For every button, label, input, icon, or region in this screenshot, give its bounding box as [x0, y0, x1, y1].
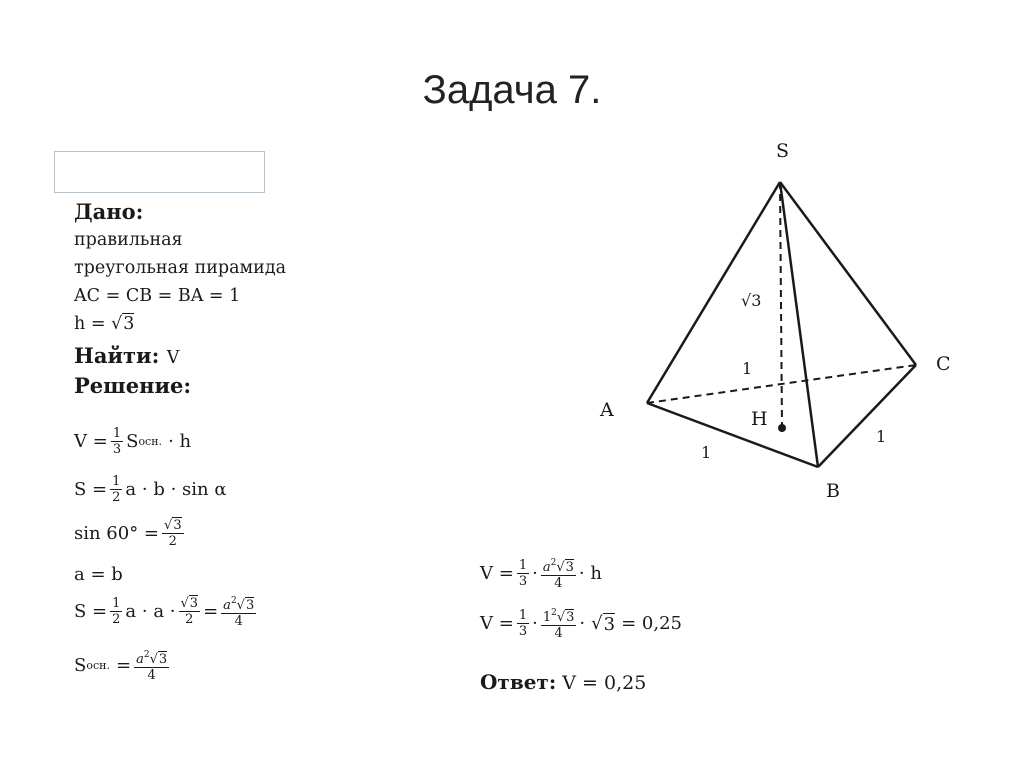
given-height: h = √3: [74, 314, 135, 334]
vertex-label-C: C: [936, 353, 951, 375]
foot-point-H: [778, 424, 786, 432]
vertex-label-H: H: [751, 408, 768, 430]
given-line-1: правильная: [74, 230, 183, 250]
edge-label-AC: 1: [742, 359, 753, 378]
solution-heading: Решение:: [74, 373, 192, 398]
formula-volume: V = $\frac{1}{3}$ S осн. · h: [74, 426, 192, 457]
formula-a-eq-b: a = b: [74, 564, 123, 585]
edge-label-AB: 1: [701, 443, 712, 462]
answer-value: V = 0,25: [562, 672, 647, 694]
formula-sin60: sin 60° = $\frac{√3}{2}$: [74, 518, 182, 549]
edge-BC: [818, 365, 916, 467]
formula-area-sin: S = $\frac{1}{2}$ a · b · sin α: [74, 474, 227, 505]
edge-AC-hidden: [647, 365, 916, 403]
formula-volume-sub: V = $\frac{1}{3}$ · $\frac{a^2√3}{4}$ · h: [480, 558, 602, 591]
formula-base-area: S осн. = $\frac{a^2√3}{4}$: [74, 650, 168, 683]
vertex-label-A: A: [600, 399, 614, 421]
edge-label-BC: 1: [876, 427, 887, 446]
answer-label: Ответ:: [480, 670, 557, 694]
vertex-label-B: B: [826, 480, 840, 502]
slide-title: Задача 7.: [422, 68, 602, 112]
vertex-label-S: S: [776, 140, 790, 162]
find-line: Найти: V: [74, 343, 180, 368]
given-heading: Дано:: [74, 199, 144, 224]
given-line-2: треугольная пирамида: [74, 258, 287, 278]
edge-label-SH: √3: [741, 291, 762, 310]
given-line-3: AC = CB = BA = 1: [74, 286, 241, 306]
edge-AB: [647, 403, 818, 467]
height-SH: [780, 182, 782, 428]
formula-volume-result: V = $\frac{1}{3}$ · $\frac{1^2√3}{4}$ · √ 3 = 0,25: [480, 608, 682, 641]
formula-area-sub: S = $\frac{1}{2}$ a · a · $\frac{√3}{2}$ = $\frac{a^2√3}{4}$: [74, 596, 255, 629]
